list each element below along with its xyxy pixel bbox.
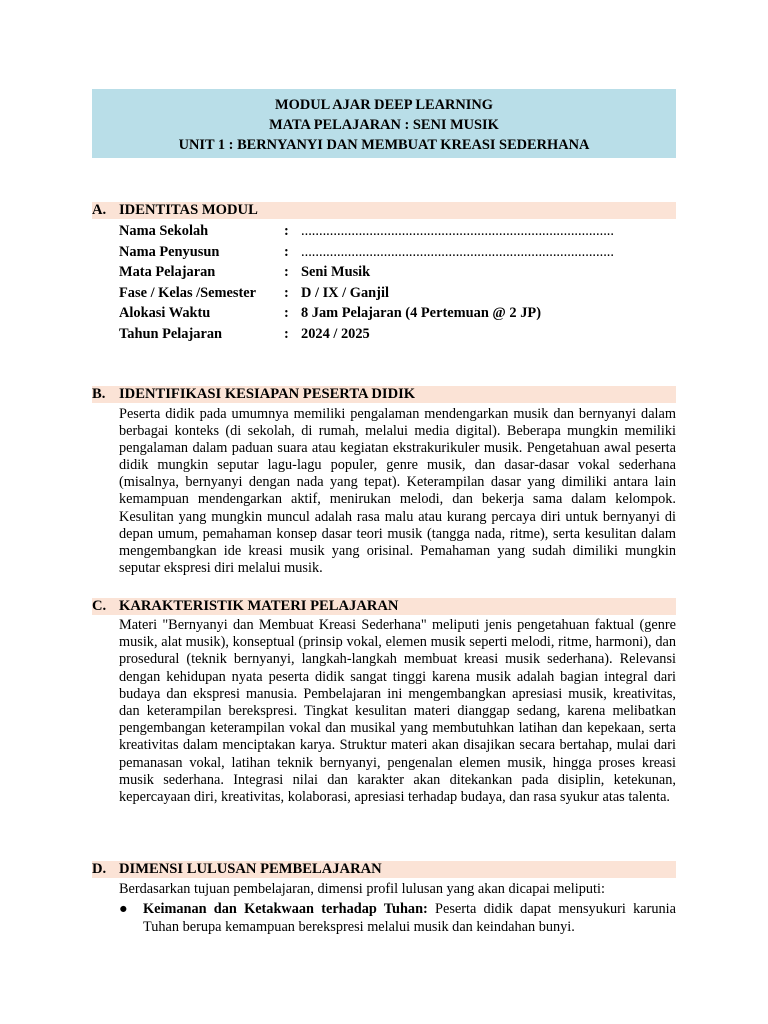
- bullet-bold-term: Keimanan dan Ketakwaan terhadap Tuhan:: [143, 901, 428, 917]
- title-line-1: MODUL AJAR DEEP LEARNING: [275, 97, 493, 113]
- identity-colon: :: [284, 284, 289, 301]
- section-c-heading: [92, 598, 398, 615]
- bullet-item: [119, 901, 676, 936]
- identity-label: Mata Pelajaran: [119, 264, 216, 280]
- identity-value: D / IX / Ganjil: [301, 284, 389, 301]
- identity-colon: :: [284, 325, 289, 342]
- section-a-title: IDENTITAS MODUL: [119, 202, 258, 218]
- section-d-letter: D.: [92, 861, 107, 877]
- section-a-letter: A.: [92, 202, 107, 218]
- identity-value: .......................................................................................: [301, 243, 614, 260]
- section-b-title: IDENTIFIKASI KESIAPAN PESERTA DIDIK: [119, 386, 416, 402]
- identity-value: 8 Jam Pelajaran (4 Pertemuan @ 2 JP): [301, 305, 541, 321]
- section-c-letter: C.: [92, 598, 107, 614]
- identity-label: Nama Penyusun: [119, 243, 220, 260]
- section-b-heading: [92, 386, 415, 403]
- section-c-paragraph: Materi "Bernyanyi dan Membuat Kreasi Sederhana" meliputi jenis pengetahuan faktual (genre musik, alat musik), konseptual (prinsip vokal, elemen musik seperti melodi, ritme, harmoni), dan prosedural (teknik bernyanyi, langkah-langkah membuat kreasi musik sederhana). Relevansi dengan kehidupan nyata peserta didik sangat tinggi karena musik adalah bagian integral dari budaya dan ekspresi manusia. Pembelajaran ini mengembangkan apresiasi musik, kreativitas, dan keterampilan berekspresi. Tingkat kesulitan materi dianggap sedang, karena melibatkan pengembangan keterampilan vokal dan musikal yang membutuhkan latihan dan kepekaan, serta kreativitas dalam menciptakan karya. Struktur materi akan disajikan secara bertahap, mulai dari pemanasan vokal, latihan teknik bernyanyi, pengenalan elemen musik, hingga proses kreasi musik sederhana. Integrasi nilai dan karakter akan ditekankan pada disiplin, ketekunan, kepercayaan diri, kreativitas, kolaborasi, apresiasi terhadap budaya, dan rasa syukur atas talenta.: [119, 617, 676, 806]
- section-d-heading: [92, 861, 382, 878]
- bullet-icon: ●: [119, 901, 128, 917]
- identity-row: [119, 283, 614, 304]
- section-d-intro: Berdasarkan tujuan pembelajaran, dimensi profil lulusan yang akan dicapai meliputi:: [119, 881, 605, 897]
- bullet-description: Peserta didik dapat mensyukuri karunia Tuhan berupa kemampuan berekspresi melalui musik dan keindahan bunyi.: [143, 901, 676, 935]
- identity-value: Seni Musik: [301, 264, 371, 280]
- section-c-title: KARAKTERISTIK MATERI PELAJARAN: [119, 598, 399, 614]
- identity-row: [119, 324, 614, 345]
- identity-row: [119, 262, 614, 283]
- section-b-letter: B.: [92, 386, 106, 402]
- identity-value: .......................................................................................: [301, 223, 614, 239]
- identity-table: [119, 221, 614, 344]
- identity-row: [119, 242, 614, 263]
- title-line-3: UNIT 1 : BERNYANYI DAN MEMBUAT KREASI SEDERHANA: [178, 137, 590, 153]
- identity-colon: :: [284, 223, 289, 239]
- identity-colon: :: [284, 305, 289, 321]
- identity-colon: :: [284, 264, 289, 280]
- identity-value: 2024 / 2025: [301, 325, 370, 342]
- title-line-2: MATA PELAJARAN : SENI MUSIK: [269, 117, 499, 133]
- section-a-heading: [92, 202, 258, 219]
- identity-label: Alokasi Waktu: [119, 305, 211, 321]
- bullet-text: [143, 901, 676, 936]
- identity-label: Tahun Pelajaran: [119, 325, 223, 342]
- module-title-banner: [92, 89, 676, 158]
- identity-row: [119, 303, 614, 324]
- identity-label: Nama Sekolah: [119, 223, 209, 239]
- section-d-title: DIMENSI LULUSAN PEMBELAJARAN: [119, 861, 382, 877]
- identity-row: [119, 221, 614, 242]
- section-b-paragraph: Peserta didik pada umumnya memiliki pengalaman mendengarkan musik dan bernyanyi dalam berbagai konteks (di sekolah, di rumah, melalui media digital). Beberapa mungkin memiliki pengalaman dalam paduan suara atau kegiatan ekstrakurikuler musik. Pengetahuan awal peserta didik mungkin seputar lagu-lagu populer, genre musik, dan dasar-dasar vokal sederhana (misalnya, bernyanyi dengan nada yang tepat). Keterampilan dasar yang dimiliki antara lain kemampuan mendengarkan aktif, menirukan melodi, dan bekerja sama dalam kelompok. Kesulitan yang mungkin muncul adalah rasa malu atau kurang percaya diri untuk bernyanyi di depan umum, pemahaman konsep dasar teori musik (tangga nada, ritme), serta kesulitan dalam mengembangkan ide kreasi musik yang orisinal. Pemahaman yang sudah dimiliki mungkin seputar ekspresi diri melalui musik.: [119, 406, 676, 576]
- identity-label: Fase / Kelas /Semester: [119, 284, 257, 301]
- identity-colon: :: [284, 243, 289, 260]
